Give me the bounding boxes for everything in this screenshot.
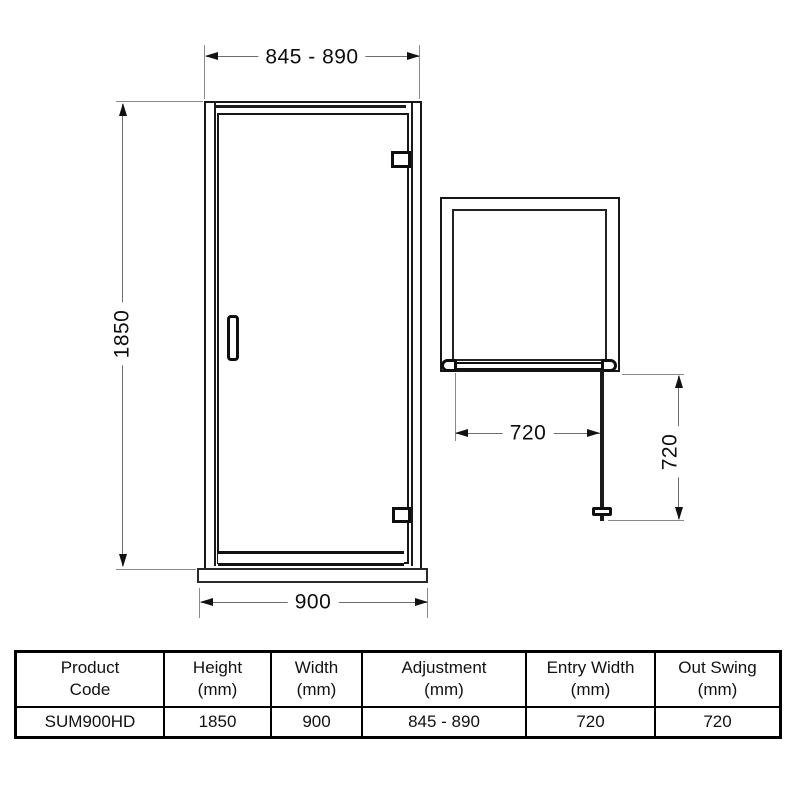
header-line: Adjustment — [401, 658, 487, 677]
glass-door-panel — [217, 113, 409, 564]
col-header-adjustment — [361, 653, 525, 706]
value: 720 — [576, 711, 605, 731]
value: 720 — [703, 711, 732, 731]
dim-arrow-right-icon — [407, 52, 420, 60]
cell-width — [270, 708, 361, 736]
header-line: (mm) — [424, 680, 464, 700]
door-handle — [227, 315, 239, 361]
open-door-handle — [592, 507, 612, 516]
col-header-out-swing — [654, 653, 779, 706]
height-dimension-label: 1850 — [110, 303, 133, 366]
wall-profile-left — [441, 359, 457, 372]
open-door-line — [600, 370, 604, 521]
dim-arrow-up-icon — [119, 103, 127, 116]
header-line: Width — [294, 658, 339, 677]
dim-arrow-left-icon — [200, 598, 213, 606]
header-line: Product — [60, 658, 120, 677]
cell-entry-width — [525, 708, 654, 736]
dim-arrow-up-icon — [675, 375, 683, 388]
right-jamb-line — [411, 103, 413, 566]
left-jamb-line — [214, 103, 216, 566]
dim-arrow-down-icon — [675, 507, 683, 520]
dim-arrow-left-icon — [455, 429, 468, 437]
top-rail-line — [216, 105, 406, 108]
header-line: Code — [69, 680, 111, 700]
adjustment-dimension-label: 845 - 890 — [258, 45, 365, 68]
spec-table-data-row — [17, 708, 779, 736]
header-line: (mm) — [296, 680, 337, 700]
top-hinge — [391, 151, 411, 168]
dim-arrow-right-icon — [415, 598, 428, 606]
cell-height — [163, 708, 270, 736]
shower-tray-base — [197, 568, 428, 583]
col-header-entry-width — [525, 653, 654, 706]
col-header-height — [163, 653, 270, 706]
cell-out-swing — [654, 708, 779, 736]
extension-line — [116, 101, 203, 102]
col-header-width — [270, 653, 361, 706]
dim-arrow-left-icon — [205, 52, 218, 60]
header-line: (mm) — [697, 680, 738, 700]
bottom-hinge — [392, 507, 411, 523]
door-sill-profile — [450, 362, 608, 370]
cell-adjustment — [361, 708, 525, 736]
value: 845 - 890 — [408, 711, 480, 731]
value: SUM900HD — [44, 711, 136, 731]
entry-width-dimension-label: 720 — [503, 421, 554, 444]
cell-product-code — [17, 708, 163, 736]
header-line: Height — [192, 658, 243, 677]
width-dimension-label: 900 — [288, 590, 339, 613]
col-header-product-code — [17, 653, 163, 706]
header-line: (mm) — [570, 680, 611, 700]
header-line: (mm) — [197, 680, 238, 700]
spec-table-header-row — [17, 653, 779, 708]
tray-outline-inner — [452, 209, 607, 361]
out-swing-dimension-label: 720 — [658, 427, 681, 478]
header-line: Out Swing — [678, 658, 757, 677]
spec-table — [14, 650, 782, 739]
extension-line — [116, 569, 196, 570]
dim-arrow-right-icon — [587, 429, 600, 437]
value: 900 — [302, 711, 331, 731]
extension-line — [608, 520, 684, 521]
dim-arrow-down-icon — [119, 554, 127, 567]
bottom-rail — [218, 551, 404, 566]
value: 1850 — [198, 711, 237, 731]
header-line: Entry Width — [546, 658, 635, 677]
